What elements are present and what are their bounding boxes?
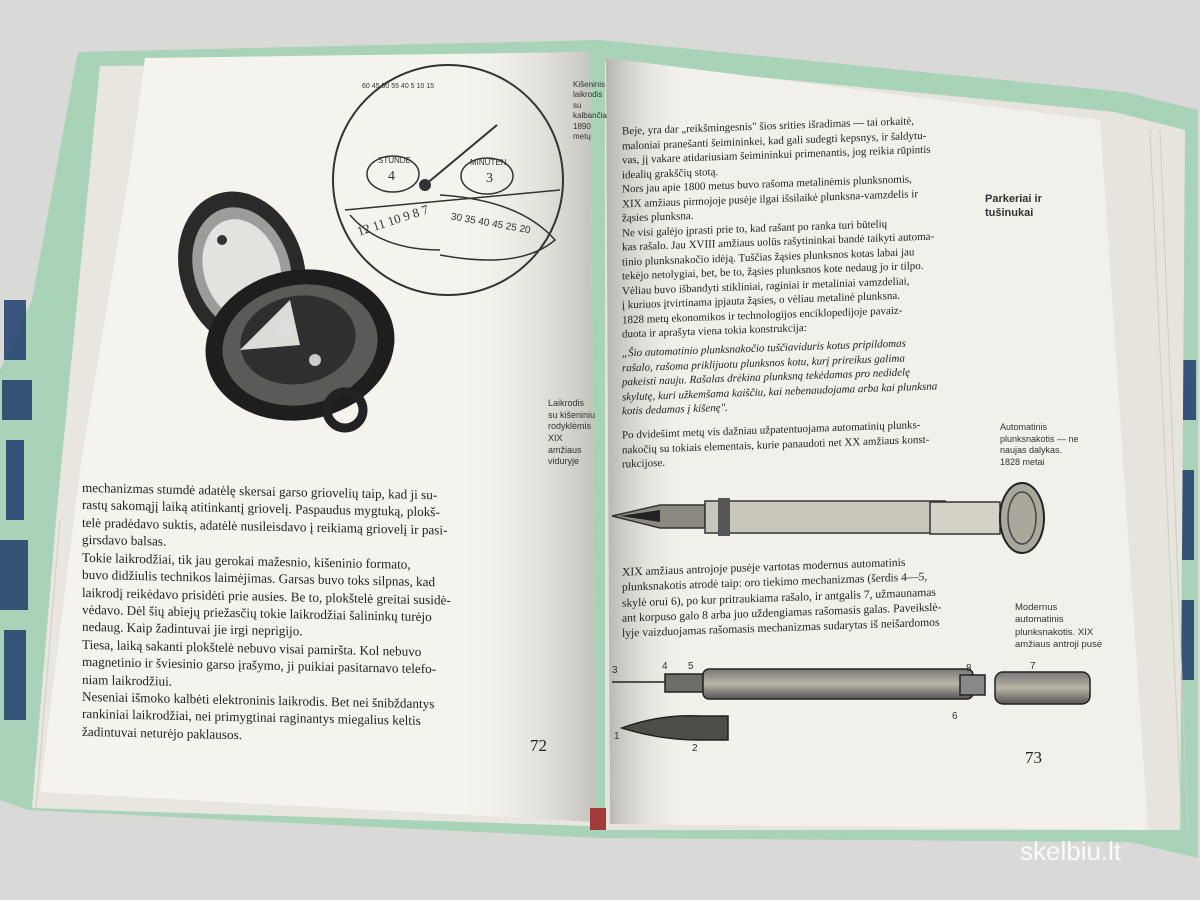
- fig-label-7: 7: [1030, 661, 1036, 672]
- right-page-body-top: Beje, yra dar „reikšmingesnis" šios srities išradimas — tai orkaitė, maloniai pranešanti šeimininkei, kad gali sudegti kepsnys, ir šaldytu- vas, jį vakare atidariusiam šeimininkui primenantis, jog reikia rūpintis idealių grakščių stotą. Nors jau apie 1800 metus buvo rašoma metalinėmis plunksnomis, XIX amžiaus pirmojoje pusėje ilgai išsilaikė plunksna-vamzdelis ir žąsies plunksna. Ne visi galėjo įprasti prie to, kad rašant po ranka turi būtelių kas rašalo. Jau XVIII amžiaus uolūs rašytininkai bandė taikyti automa- tinio plunksnakočio idėją. Tuščias žąsies plunksnos kotas labai jau tekėjo netolygiai, bet, be to, žąsies plunksnos kote nedaug jo ir tilpo. Vėliau buvo išbandyti stikliniai, raginiai ir metaliniai vamzdeliai, į kuriuos įtvirtinama įpjauta žąsies, o vėliau metalinė plunksna. 1828 metų ekonomikos ir technologijos enciklopedijoje pavaiz- duota ir aprašyta viena tokia konstrukcija:: [622, 115, 935, 341]
- right-page-number: 73: [1025, 748, 1042, 767]
- watermark: skelbiu.lt: [1020, 836, 1122, 866]
- left-page-body: mechanizmas stumdė adatėlę skersai garso griovelių taip, kad ji su- rastų sakomąjį laiką atitinkantį griovelį. Paspaudus mygtuką, plokš- telė pradėdavo suktis, adatėlė nusileisdavo į reikiamą griovelį ir pasi- girsdavo balsas. Tokie laikrodžiai, tik jau gerokai mažesnio, kišeninio formato, buvo didžiulis technikos laimėjimas. Garsas buvo toks silpnas, kad laikrodį reikėdavo prisidėti prie ausies. Be to, plokštelė greitai susidė- vėdavo. Dėl šių abiejų priežasčių tokie laikrodžiai šalininkų turėjo nedaug. Kaip žadintuvai jie irgi neprigijo. Tiesa, laiką sakanti plokštelė nebuvo visai pamiršta. Kol nebuvo magnetinio ir šviesinio garso įrašymo, ji puikiai pasitarnavo telefo- niam laikrodžiui. Neseniai išmoko kalbėti elektroninis laikrodis. Bet nei šnibždantys rankiniai laikrodžiai, nei primygtinai raginantys miegalius keltis žadintuvai neturėjo paklausos.: [82, 479, 451, 743]
- dial-minute-strip: 30 35 40 45 25 20: [449, 211, 532, 237]
- sidebar-heading: Parkeriai ir tušinukai: [985, 193, 1042, 220]
- fig-label-8: 8: [966, 663, 972, 674]
- right-page-body-mid: Po dvidešimt metų vis dažniau užpatentuojama automatinių plunks- nakočių su tokiais elementais, kurie panaudoti net XX amžiaus konst- rukcijose.: [622, 419, 930, 471]
- fig-label-3: 3: [612, 665, 618, 676]
- dial-hour-digit: 4: [388, 169, 395, 184]
- fig-label-2: 2: [692, 743, 698, 754]
- caption-talking-watch: Kišeninis laikrodis su kalbančia 1890 metų: [573, 80, 607, 141]
- right-page-body-bottom: XIX amžiaus antrojoje pusėje vartotas modernus automatinis plunksnakotis atrodė taip: oro tiekimo mechanizmas (šerdis 4—5, skylė orui 6), po kur pritraukiama rašalo, ir antgalis 7, užmaunamas ant korpuso galo 8 arba juo uždengiamas rašomasis galas. Paveikslė- lyje vaizduojamas rašomasis mechanizmas sudarytas iš neišardomos: [622, 555, 942, 640]
- dial-minute-scale: 60 45 50 55 40 5 10 15: [362, 83, 435, 90]
- dial-label-minuten: MINUTEN: [470, 158, 507, 167]
- caption-pocket-watch: Laikrodis su kišeniniu rodyklėmis XIX amžiaus viduryje: [548, 398, 596, 467]
- spine-binding: [590, 808, 606, 830]
- caption-modern-pen: Modernus automatinis plunksnakotis. XIX amžiaus antroji pusė: [1015, 602, 1103, 651]
- fig-label-5: 5: [688, 661, 694, 672]
- dial-label-stunde: STUNDE: [378, 156, 411, 165]
- right-page-quote: „Šio automatinio plunksnakočio tuščiaviduris kotus pripildomas rašalo, rašoma priklijuotu plunksnos kotu, kurį prireikus galima pakeisti nauju. Rašalas drėkina plunksną tekėdamas pro nedidelę skylutę, kuri užkemšama kaiščiu, kai nebenaudojama arba kai plunksna kotis dedamas į kišenę".: [622, 337, 938, 418]
- fig-label-4: 4: [662, 661, 668, 672]
- dial-minute-digit: 3: [486, 171, 493, 186]
- fig-label-1: 1: [614, 731, 620, 742]
- caption-1828-pen: Automatinis plunksnakotis — ne naujas dalykas. 1828 metai: [1000, 422, 1079, 468]
- fig-label-6: 6: [952, 711, 958, 722]
- left-page-number: 72: [530, 736, 547, 755]
- dial-hour-strip: 12 11 10 9 8 7: [355, 201, 431, 239]
